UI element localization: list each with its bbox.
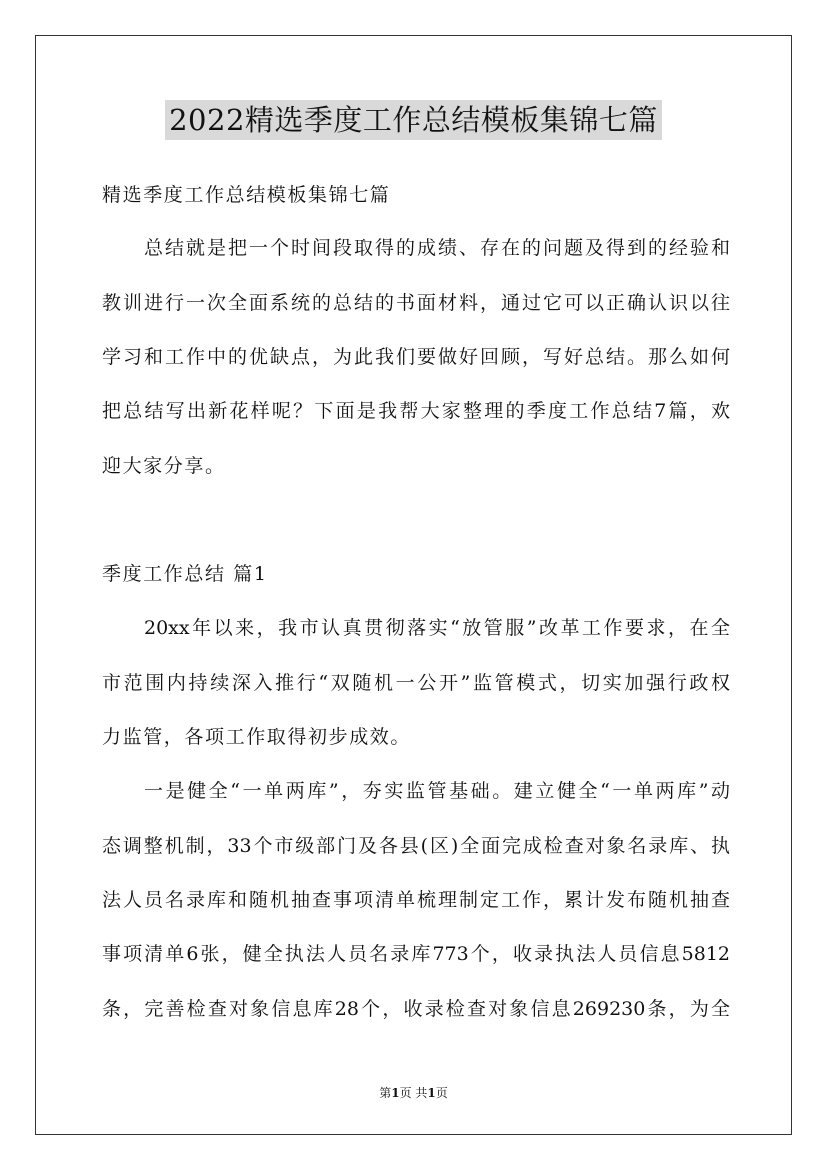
intro-line-2: 教训进行一次全面系统的总结的书面材料，通过它可以正确认识以往 [102, 292, 730, 314]
footer-prefix: 第 [379, 1086, 392, 1100]
intro-line-1: 总结就是把一个时间段取得的成绩、存在的问题及得到的经验和 [144, 237, 730, 259]
document-subtitle: 精选季度工作总结模板集锦七篇 [102, 184, 391, 206]
footer-total-pages: 1 [427, 1086, 436, 1100]
p2-line-4: 事项清单6张，健全执法人员名录库773个，收录执法人员信息5812 [102, 943, 730, 965]
p2-line-3: 法人员名录库和随机抽查事项清单梳理制定工作，累计发布随机抽查 [102, 889, 730, 911]
p2-line-5: 条，完善检查对象信息库28个，收录检查对象信息269230条，为全 [102, 998, 730, 1020]
intro-line-4: 把总结写出新花样呢？下面是我帮大家整理的季度工作总结7篇，欢 [102, 400, 730, 422]
footer-current-page: 1 [391, 1086, 400, 1100]
document-title: 2022精选季度工作总结模板集锦七篇 [165, 100, 662, 140]
intro-line-5: 迎大家分享。 [102, 455, 226, 477]
p2-line-1: 一是健全“一单两库”，夯实监管基础。建立健全“一单两库”动 [144, 780, 730, 802]
p2-line-2: 态调整机制，33个市级部门及各县(区)全面完成检查对象名录库、执 [102, 835, 730, 857]
footer-mid: 页 共 [399, 1086, 428, 1100]
intro-line-3: 学习和工作中的优缺点，为此我们要做好回顾，写好总结。那么如何 [102, 346, 730, 368]
page-footer [0, 1085, 827, 1101]
title-container [0, 100, 827, 140]
section-heading: 季度工作总结 篇1 [102, 563, 268, 585]
p1-line-1: 20xx年以来，我市认真贯彻落实“放管服”改革工作要求，在全 [144, 617, 730, 639]
p1-line-2: 市范围内持续深入推行“双随机一公开”监管模式，切实加强行政权 [102, 672, 730, 694]
p1-line-3: 力监管，各项工作取得初步成效。 [102, 726, 412, 748]
footer-suffix: 页 [435, 1086, 448, 1100]
